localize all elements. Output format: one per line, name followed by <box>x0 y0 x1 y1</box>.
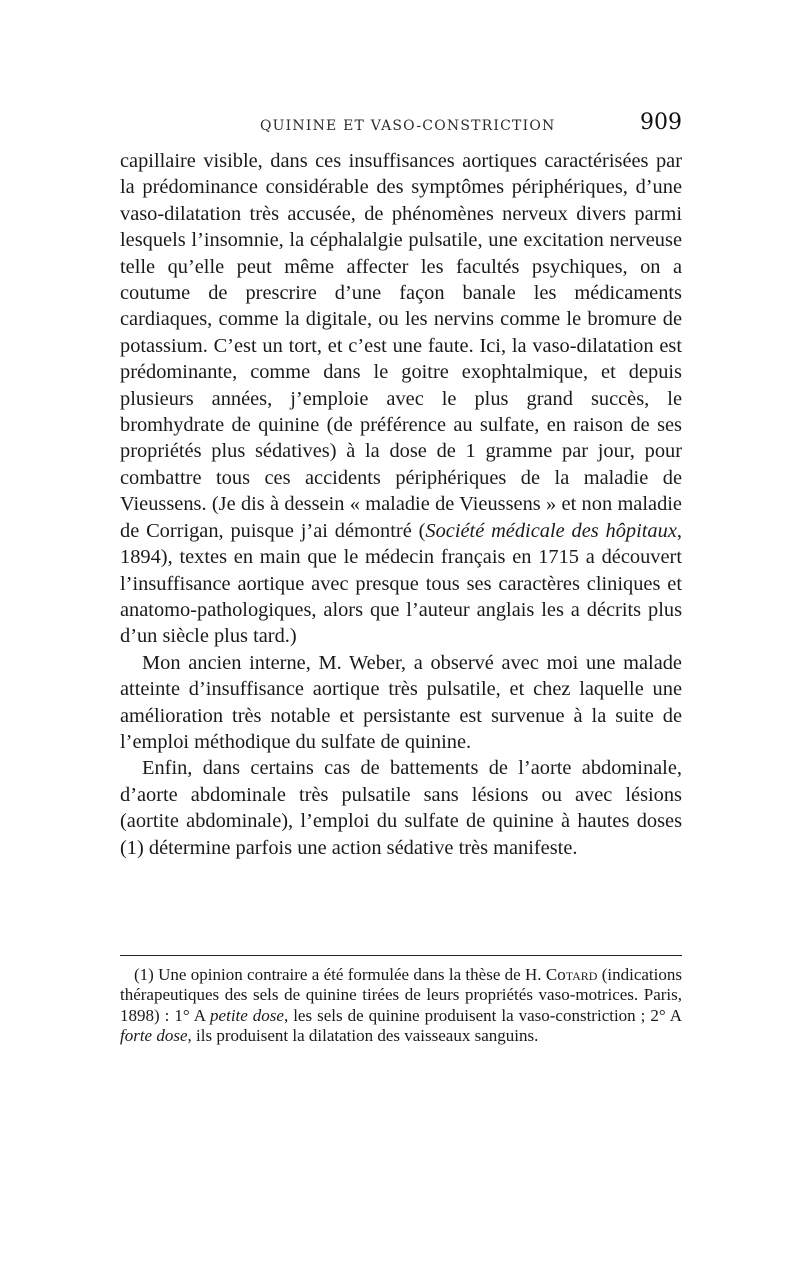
journal-title: Société médicale des hôpitaux <box>425 519 677 542</box>
running-head <box>120 112 682 142</box>
footnote-text <box>120 965 682 1047</box>
footnote-italic-1: petite dose <box>210 1005 284 1025</box>
paragraph-2: Mon ancien interne, M. Weber, a observé avec moi une malade atteinte d’insuffisance aortique très pulsatile, et chez laquelle une amélioration très notable et persistante est survenue à la suite de l’emploi méthodique du sulfate de quinine. <box>120 651 682 753</box>
footnote-part-1: Une opinion contraire a été formulée dans la thèse de H. Co <box>153 965 566 984</box>
paragraph-1-text: capillaire visible, dans ces insuffisances aortiques caractérisées par la prédominance considérable des symptômes périphériques, d’une vaso-dilatation très accusée, de phénomènes nerveux divers parmi lesquels l’insomnie, la céphalalgie pulsatile, une excitation nerveuse telle qu’elle peut même affecter les facultés psychiques, on a coutume de prescrire d’une façon banale les médicaments cardiaques, comme la digitale, ou les nervins comme le bromure de potassium. C’est un tort, et c’est une faute. Ici, la vaso-dilatation est prédominante, comme dans le goitre exophtalmique, et depuis plusieurs années, j’emploie avec le plus grand succès, le bromhydrate de quinine (de préférence au sulfate, en raison de ses propriétés plus sédatives) à la dose de 1 gramme par jour, pour combattre tous ces accidents périphériques de la maladie de Vieussens. (Je dis à dessein « maladie de Vieussens » et non maladie de Corrigan, puisque j’ai démontré ( <box>120 150 682 542</box>
footnote-part-3: , les sels de quinine produisent la vaso-constriction ; 2° A <box>283 1005 683 1025</box>
paragraph-1 <box>120 148 682 650</box>
footnote-rule <box>120 955 682 956</box>
paragraph-1-tail: , 1894), textes en main que le médecin français en 1715 a découvert l’insuffisance aortique avec presque tous ses caractères cliniques et anatomo-pathologiques, alors que l’auteur anglais les a décrits plus d’un siècle plus tard.) <box>120 519 682 648</box>
page-number: 909 <box>640 110 682 135</box>
footnote-part-2: (indications thérapeutiques des sels de quinine tirées de leurs propriétés vaso-motrices. Paris, 1898) : 1° A <box>120 965 682 1025</box>
footnote <box>120 965 682 1047</box>
footnote-marker: (1) <box>134 965 154 984</box>
main-text <box>120 148 682 861</box>
footnote-author: tard <box>565 965 598 984</box>
footnote-part-4: , ils produisent la dilatation des vaisseaux sanguins. <box>187 1026 539 1046</box>
footnote-italic-2: forte dose <box>120 1026 188 1046</box>
paragraph-3: Enfin, dans certains cas de battements de l’aorte abdominale, d’aorte abdominale très pulsatile sans lésions ou avec lésions (aortite abdominale), l’emploi du sulfate de quinine à hautes doses (1) détermine parfois une action sédative très manifeste. <box>120 757 682 859</box>
running-head-title: QUININE ET VASO-CONSTRICTION <box>260 118 556 134</box>
